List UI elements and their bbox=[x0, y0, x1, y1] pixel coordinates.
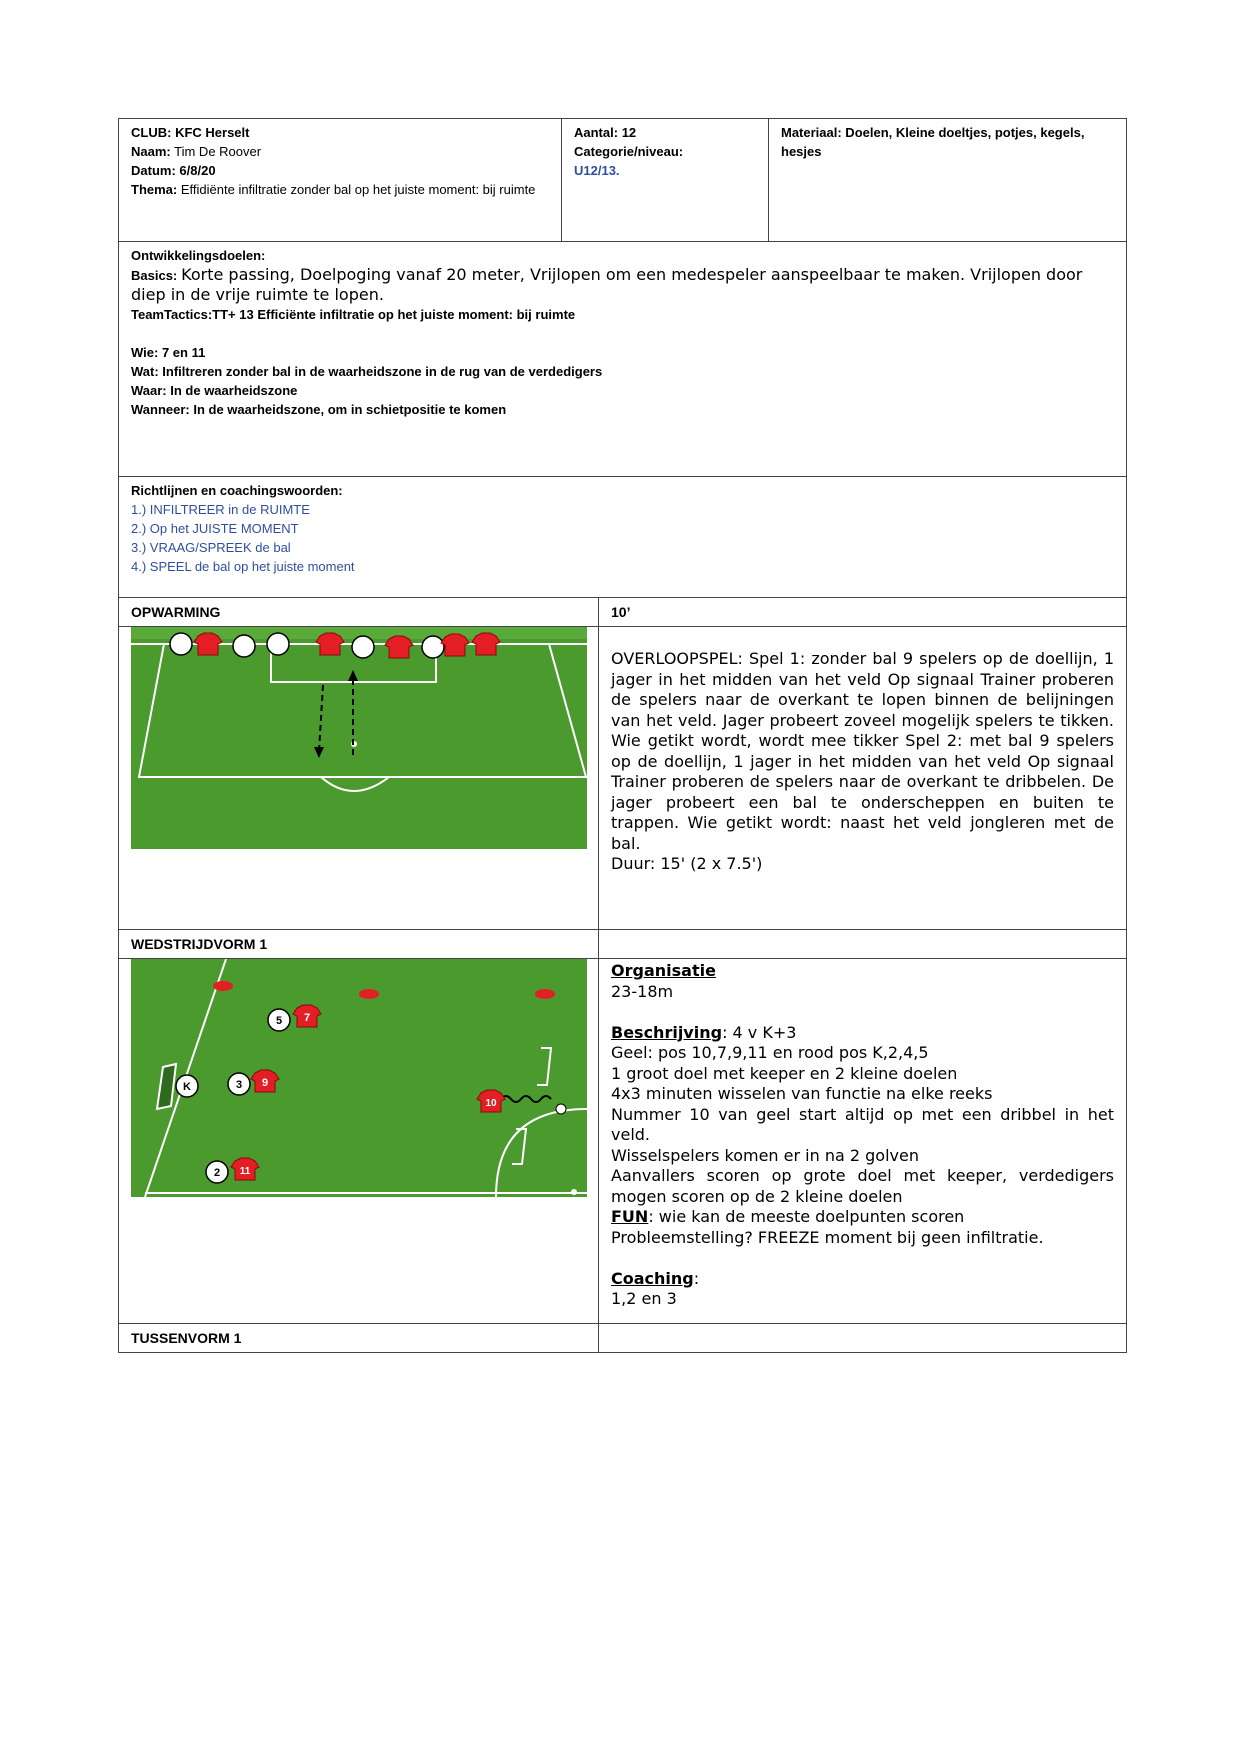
naam-value: Tim De Roover bbox=[174, 144, 262, 159]
fun-value: : wie kan de meeste doelpunten scoren bbox=[648, 1207, 965, 1226]
thema-value: Effidiënte infiltratie zonder bal op het juiste moment: bij ruimte bbox=[180, 182, 536, 197]
materiaal-cell bbox=[769, 119, 1127, 242]
jersey-icon bbox=[385, 636, 413, 658]
basics-label: Basics: bbox=[131, 268, 178, 283]
organisatie-label: Organisatie bbox=[611, 961, 716, 980]
opwarming-description: OVERLOOPSPEL: Spel 1: zonder bal 9 spelers op de doellijn, 1 jager in het midden van het veld Op signaal Trainer proberen de spelers naar de overkant te lopen binnen de belijningen van het veld. Jager probeert zoveel mogelijk spelers te tikken. Wie getikt wordt, wordt mee tikker Spel 2: met bal 9 spelers op de doellijn, 1 jager in het midden van het veld Op signaal Trainer proberen de spelers naar de overkant te dribbelen. De jager probeert een bal te onderscheppen en buiten te trappen. Wie getikt wordt: naast het veld jongleren met de bal. bbox=[611, 649, 1114, 853]
beschrijving-label: Beschrijving bbox=[611, 1022, 723, 1042]
opwarming-diagram-cell bbox=[119, 627, 599, 930]
player-3 bbox=[228, 1073, 250, 1095]
player-number: 11 bbox=[239, 1166, 251, 1177]
player-9 bbox=[251, 1070, 279, 1092]
beschrijving-line: Aanvallers scoren op grote doel met keeper, verdedigers mogen scoren op de 2 kleine doelen bbox=[611, 1166, 1114, 1206]
tussenvorm-empty bbox=[599, 1324, 1127, 1353]
defender-marker bbox=[170, 633, 192, 655]
coaching-label: Coaching bbox=[611, 1268, 694, 1288]
club-value: KFC Herselt bbox=[175, 125, 250, 140]
datum-label: Datum: bbox=[131, 163, 176, 178]
player-11 bbox=[231, 1158, 259, 1180]
defender-marker bbox=[267, 633, 289, 655]
player-2 bbox=[206, 1161, 228, 1183]
richtlijn-item: 1.) INFILTREER in de RUIMTE bbox=[131, 502, 310, 517]
waar-text: Waar: In de waarheidszone bbox=[131, 383, 298, 398]
beschrijving-line: Wisselspelers komen er in na 2 golven bbox=[611, 1145, 919, 1165]
categorie-value: U12/13. bbox=[574, 163, 620, 178]
player-5 bbox=[268, 1009, 290, 1031]
player-number: 2 bbox=[213, 1167, 221, 1179]
player-number: K bbox=[183, 1081, 191, 1093]
player-number: 3 bbox=[235, 1079, 243, 1091]
organisatie-value: 23-18m bbox=[611, 981, 674, 1001]
player-number: 5 bbox=[275, 1015, 283, 1027]
defender-marker bbox=[422, 636, 444, 658]
aantal-label: Aantal: bbox=[574, 125, 619, 140]
thema-label: Thema: bbox=[131, 182, 178, 197]
tussenvorm-label: TUSSENVORM 1 bbox=[119, 1324, 599, 1353]
ontwikkelingsdoelen-cell bbox=[119, 242, 1127, 477]
beschrijving-line: 4x3 minuten wisselen van functie na elke reeks bbox=[611, 1084, 993, 1103]
cone-icon bbox=[213, 981, 233, 991]
jersey-icon bbox=[316, 633, 344, 655]
richtlijn-item: 3.) VRAAG/SPREEK de bal bbox=[131, 540, 291, 555]
ball-icon bbox=[556, 1104, 566, 1114]
wedstrijdvorm-diagram-cell bbox=[119, 959, 599, 1324]
defender-marker bbox=[352, 636, 374, 658]
wie-text: Wie: 7 en 11 bbox=[131, 345, 206, 360]
fun-label: FUN bbox=[611, 1207, 649, 1226]
opwarming-pitch bbox=[131, 627, 587, 849]
aantal-cell bbox=[562, 119, 769, 242]
opwarming-label: OPWARMING bbox=[119, 598, 599, 627]
opwarming-duur: Duur: 15' (2 x 7.5') bbox=[611, 854, 763, 873]
exercises-table bbox=[118, 597, 1127, 1353]
probleemstelling-text: Probleemstelling? FREEZE moment bij geen infiltratie. bbox=[611, 1227, 1044, 1247]
wat-text: Wat: Infiltreren zonder bal in de waarheidszone in de rug van de verdedigers bbox=[131, 364, 603, 379]
opwarming-text-cell bbox=[599, 627, 1127, 930]
beschrijving-line: Nummer 10 van geel start altijd op met een dribbel in het veld. bbox=[611, 1104, 1114, 1144]
beschrijving-value: : 4 v K+3 bbox=[722, 1022, 797, 1042]
materiaal-text: Materiaal: Doelen, Kleine doeltjes, potjes, kegels, hesjes bbox=[781, 125, 1085, 159]
beschrijving-line: Geel: pos 10,7,9,11 en rood pos K,2,4,5 bbox=[611, 1043, 929, 1062]
opwarming-duration: 10’ bbox=[599, 598, 1127, 627]
player-7 bbox=[293, 1005, 321, 1027]
jersey-icon bbox=[194, 633, 222, 655]
cone-icon bbox=[359, 989, 379, 999]
pitch-grass bbox=[131, 627, 587, 849]
session-sheet bbox=[118, 118, 1126, 1353]
richtlijnen-title: Richtlijnen en coachingswoorden: bbox=[131, 483, 343, 498]
player-number: 7 bbox=[303, 1012, 311, 1024]
naam-label: Naam: bbox=[131, 144, 171, 159]
coaching-value: 1,2 en 3 bbox=[611, 1289, 677, 1308]
richtlijnen-cell bbox=[119, 477, 1127, 598]
wanneer-text: Wanneer: In de waarheidszone, om in schietpositie te komen bbox=[131, 402, 507, 417]
pitch-grass bbox=[131, 959, 587, 1197]
center-spot bbox=[571, 1189, 577, 1195]
player-number: 9 bbox=[261, 1077, 269, 1089]
coaching-colon: : bbox=[693, 1268, 700, 1288]
beschrijving-line: 1 groot doel met keeper en 2 kleine doelen bbox=[611, 1063, 958, 1083]
teamtactics-text: TeamTactics:TT+ 13 Efficiënte infiltratie op het juiste moment: bij ruimte bbox=[131, 307, 576, 322]
richtlijn-item: 4.) SPEEL de bal op het juiste moment bbox=[131, 559, 355, 574]
categorie-label: Categorie/niveau: bbox=[574, 144, 684, 159]
wedstrijdvorm-text-cell bbox=[599, 959, 1127, 1324]
wedstrijdvorm-label: WEDSTRIJDVORM 1 bbox=[119, 930, 599, 959]
datum-value: 6/8/20 bbox=[179, 163, 216, 178]
wedstrijdvorm-header-empty bbox=[599, 930, 1127, 959]
aantal-value: 12 bbox=[621, 125, 637, 140]
defender-marker bbox=[233, 635, 255, 657]
wedstrijdvorm-pitch bbox=[131, 959, 587, 1197]
club-info-cell bbox=[119, 119, 562, 242]
club-label: CLUB: bbox=[131, 125, 172, 140]
player-K bbox=[176, 1075, 198, 1097]
jersey-icon bbox=[441, 634, 469, 656]
player-10 bbox=[477, 1090, 505, 1112]
header-table bbox=[118, 118, 1127, 598]
jersey-icon bbox=[472, 633, 500, 655]
basics-text: Korte passing, Doelpoging vanaf 20 meter, Vrijlopen om een medespeler aanspeelbaar te maken. Vrijlopen door diep in de vrije ruimte te lopen. bbox=[131, 265, 1083, 304]
richtlijn-item: 2.) Op het JUISTE MOMENT bbox=[131, 521, 299, 536]
player-number: 10 bbox=[485, 1098, 497, 1109]
doelen-title: Ontwikkelingsdoelen: bbox=[131, 248, 266, 263]
cone-icon bbox=[535, 989, 555, 999]
